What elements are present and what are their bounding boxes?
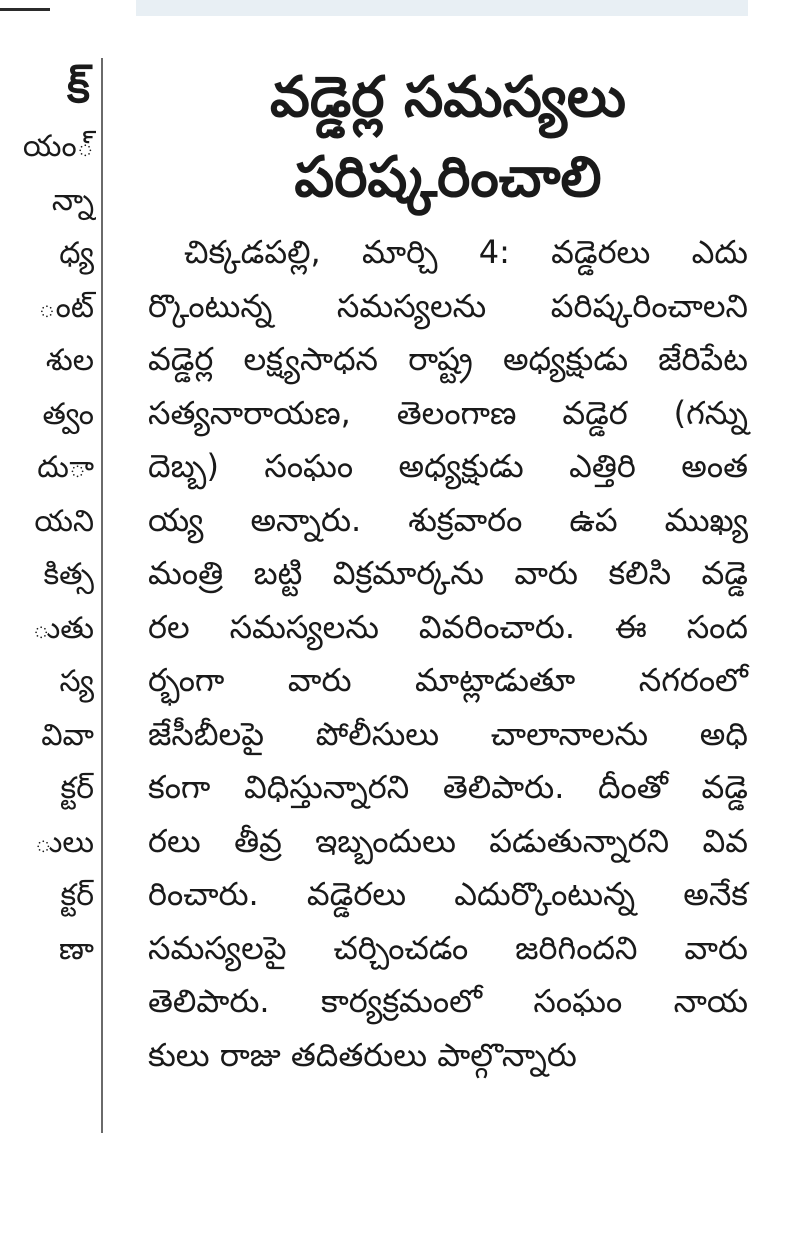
article-body-line: మంత్రి బట్టి విక్రమార్కను వారు కలిసి వడ్డె	[148, 554, 748, 592]
adjacent-column-line: త్వం	[42, 396, 94, 432]
adjacent-column-line: న్నా	[51, 182, 94, 218]
adjacent-column-lines	[0, 120, 96, 976]
adjacent-column-line: ణా	[59, 931, 94, 967]
headline-line: పరిష్కరించాలి	[294, 145, 602, 210]
adjacent-column-line: యని	[34, 503, 94, 539]
article-body-line: రించారు. వడ్డెరలు ఎదుర్కొంటున్న అనేక	[148, 875, 748, 913]
adjacent-column-line: ాదు	[37, 450, 94, 485]
top-rule-left	[0, 8, 50, 11]
article-body-line: రల సమస్యలను వివరించారు. ఈ సంద	[148, 607, 748, 646]
adjacent-column-fragment	[0, 56, 96, 976]
top-banner-strip	[136, 0, 748, 16]
article-headline	[148, 58, 748, 218]
adjacent-column-line: ంట్	[38, 289, 94, 325]
article-body-line: వడ్డెర్ల లక్ష్యసాధన రాష్ట్ర అధ్యక్షుడు జేరిపేట	[148, 340, 748, 378]
article-body-line: ర్భంగా వారు మాట్లాడుతూ నగరంలో	[148, 661, 748, 699]
adjacent-column-line: స్య	[59, 664, 94, 699]
article-body-line: కంగా విధిస్తున్నారని తెలిపారు. దీంతో వడ్డె	[148, 768, 748, 806]
article-body-line: చిక్కడపల్లి, మార్చి 4: వడ్డెరలు ఎదు	[184, 233, 748, 271]
article-body-line: తెలిపారు. కార్యక్రమంలో సంఘం నాయ	[148, 982, 748, 1020]
article-body-line: దెబ్బ) సంఘం అధ్యక్షుడు ఎత్తిరి అంత	[148, 447, 748, 485]
article-body-line: య్య అన్నారు. శుక్రవారం ఉప ముఖ్య	[148, 500, 748, 539]
adjacent-column-line: వివా	[41, 717, 94, 753]
article-body-line: సత్యనారాయణ, తెలంగాణ వడ్డెర (గన్ను	[148, 393, 748, 432]
article-body-line: జేసీబీలపై పోలీసులు చాలానాలను అధి	[148, 714, 748, 753]
adjacent-column-line: ులు	[34, 824, 94, 860]
headline-line: వడ్డెర్ల సమస్యలు	[270, 65, 626, 130]
article-body-line: సమస్యలపై చర్చించడం జరిగిందని వారు	[148, 928, 748, 967]
adjacent-column-line: శుల	[45, 343, 94, 378]
adjacent-column-line: క్టర్	[60, 771, 94, 806]
article-body-line: కులు రాజు తదితరులు పాల్గొన్నారు	[148, 1035, 577, 1074]
adjacent-column-line: ధ్య	[59, 236, 94, 271]
article-body	[148, 226, 748, 1082]
adjacent-column-line: ుతు	[32, 610, 94, 646]
column-divider	[101, 58, 103, 1133]
article-body-line: రలు తీవ్ర ఇబ్బందులు పడుతున్నారని వివ	[148, 821, 748, 860]
article-body-line: ర్కొంటున్న సమస్యలను పరిష్కరించాలని	[148, 286, 748, 325]
adjacent-column-heading: క్	[67, 62, 90, 113]
adjacent-column-line: కిత్స	[43, 557, 94, 592]
news-article	[148, 58, 748, 1082]
adjacent-column-line: ్యం	[22, 129, 94, 164]
adjacent-column-line: క్టర్	[60, 878, 94, 913]
